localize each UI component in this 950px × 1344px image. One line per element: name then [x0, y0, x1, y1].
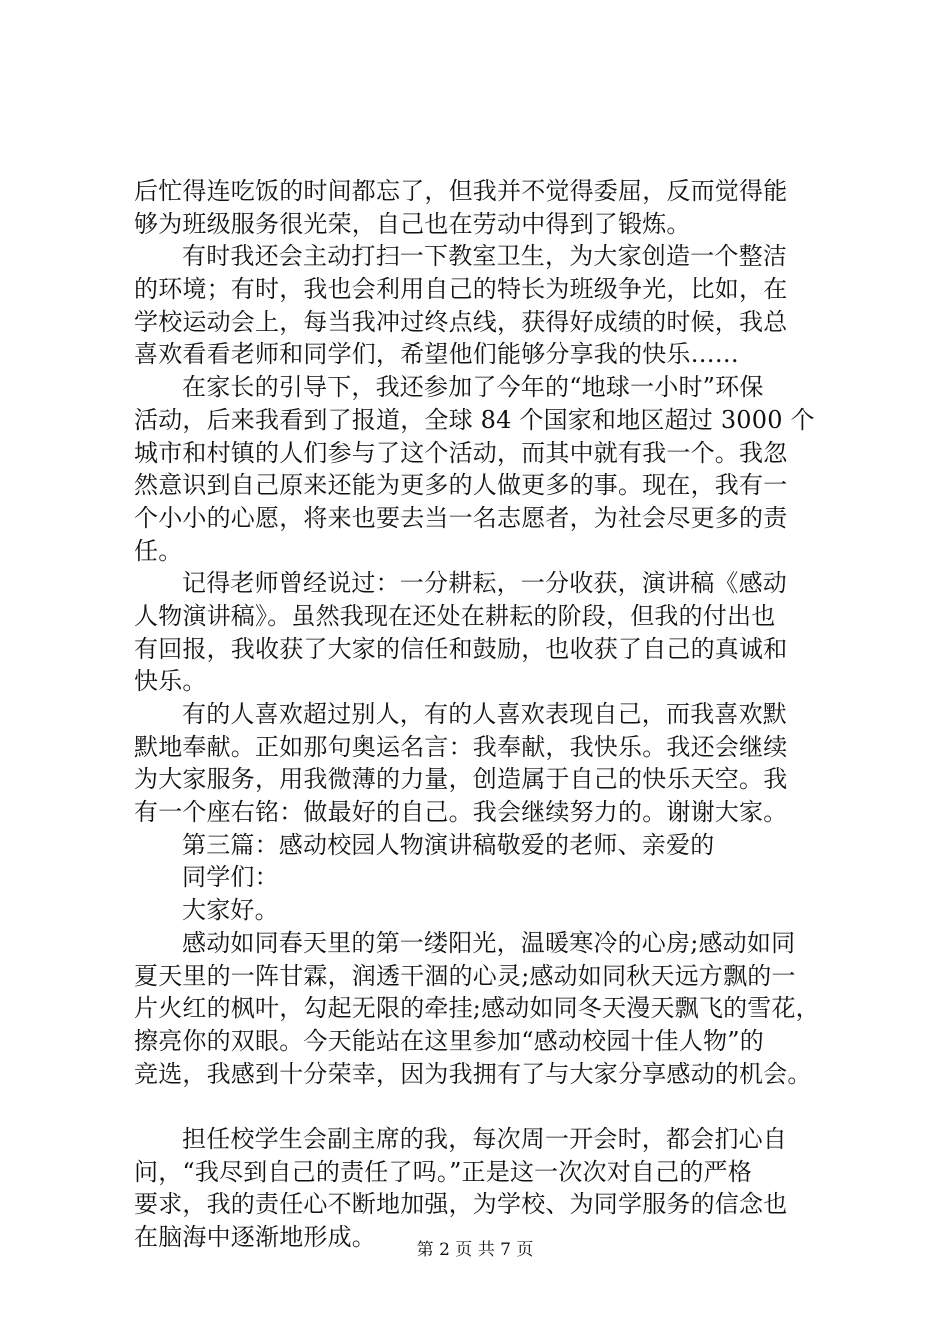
text-line: 问，“我尽到自己的责任了吗。”正是这一次次对自己的严格 [134, 1157, 752, 1186]
paragraph-start: 在家长的引导下，我还参加了今年的“地球一小时”环保 [182, 373, 764, 402]
paragraph-gap [134, 1090, 854, 1123]
text-line: 夏天里的一阵甘霖，润透干涸的心灵;感动如同秋天远方飘的一 [134, 961, 796, 990]
text-line: 要求，我的责任心不断地加强，为学校、为同学服务的信念也 [134, 1190, 788, 1219]
paragraph-start: 记得老师曾经说过：一分耕耘，一分收获，演讲稿《感动 [182, 569, 787, 598]
text-line: 默地奉献。正如那句奥运名言：我奉献，我快乐。我还会继续 [134, 732, 788, 761]
text-line: 有一个座右铭：做最好的自己。我会继续努力的。谢谢大家。 [134, 798, 788, 827]
text-line: 然意识到自己原来还能为更多的人做更多的事。现在，我有一 [134, 471, 788, 500]
text-line: 快乐。 [134, 667, 207, 696]
page-number-footer: 第 2 页 共 7 页 [416, 1240, 534, 1260]
section-heading: 第三篇：感动校园人物演讲稿敬爱的老师、亲爱的 [182, 830, 715, 859]
paragraph-start: 有的人喜欢超过别人，有的人喜欢表现自己，而我喜欢默 [182, 700, 787, 728]
text-line: 学校运动会上，每当我冲过终点线，获得好成绩的时候，我总 [134, 307, 788, 336]
text-line: 擦亮你的双眼。今天能站在这里参加“感动校园十佳人物”的 [134, 1026, 764, 1055]
paragraph-start: 担任校学生会副主席的我，每次周一开会时，都会扪心自 [182, 1124, 787, 1153]
document-body [134, 175, 854, 1254]
text-line: 竞选，我感到十分荣幸，因为我拥有了与大家分享感动的机会。 [134, 1059, 812, 1088]
text-line: 活动，后来我看到了报道，全球 84 个国家和地区超过 3000 个 [134, 405, 815, 434]
text-line: 喜欢看看老师和同学们，希望他们能够分享我的快乐…… [134, 340, 739, 369]
greeting-line: 大家好。 [182, 896, 279, 925]
text-line: 任。 [134, 536, 183, 565]
salutation-line: 同学们： [182, 863, 279, 892]
text-line: 在脑海中逐渐地形成。 [134, 1223, 376, 1251]
text-line: 后忙得连吃饭的时间都忘了，但我并不觉得委屈，反而觉得能 [134, 177, 788, 205]
text-line: 为大家服务，用我微薄的力量，创造属于自己的快乐天空。我 [134, 765, 788, 794]
text-line: 够为班级服务很光荣，自己也在劳动中得到了锻炼。 [134, 209, 691, 238]
text-line: 个小小的心愿，将来也要去当一名志愿者，为社会尽更多的责 [134, 503, 788, 532]
text-line: 有回报，我收获了大家的信任和鼓励，也收获了自己的真诚和 [134, 634, 788, 663]
text-line: 片火红的枫叶，勾起无限的牵挂;感动如同冬天漫天飘飞的雪花， [134, 994, 820, 1023]
text-line: 人物演讲稿》。虽然我现在还处在耕耘的阶段，但我的付出也 [134, 601, 776, 630]
paragraph-start: 有时我还会主动打扫一下教室卫生，为大家创造一个整洁 [182, 242, 787, 271]
text-line: 城市和村镇的人们参与了这个活动，而其中就有我一个。我忽 [134, 438, 788, 467]
text-line: 的环境；有时，我也会利用自己的特长为班级争光，比如，在 [134, 275, 788, 304]
paragraph-start: 感动如同春天里的第一缕阳光，温暖寒冷的心房;感动如同 [182, 928, 796, 957]
